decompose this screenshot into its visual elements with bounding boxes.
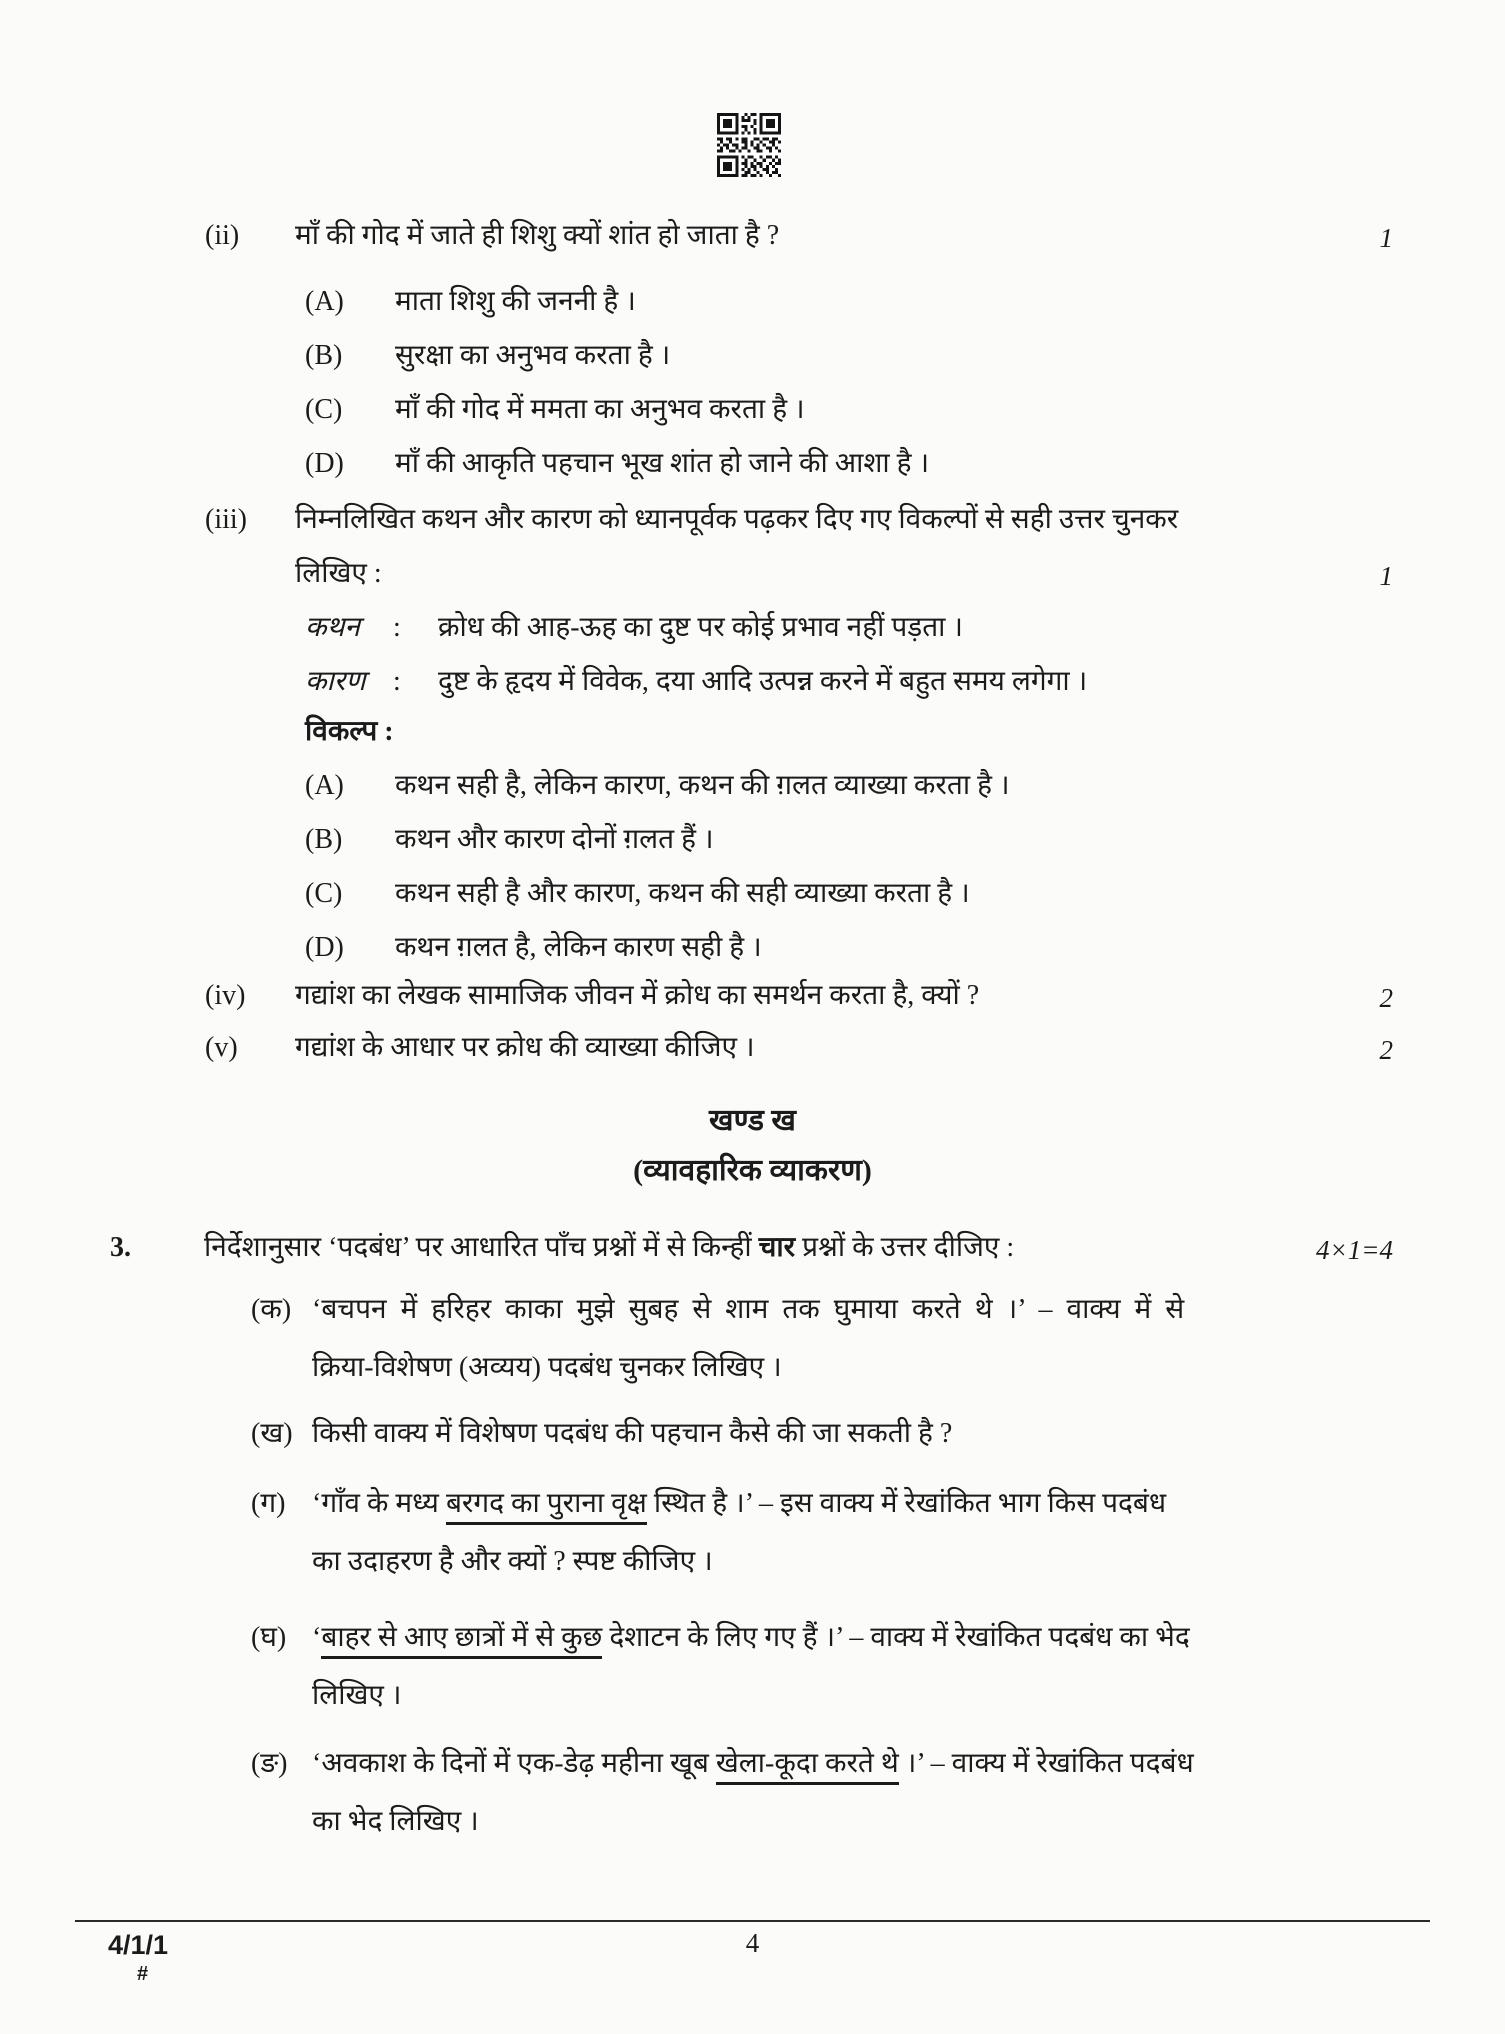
question-ii-body xyxy=(295,216,1405,484)
intro-text: निर्देशानुसार ‘पदबंध’ पर आधारित पाँच प्रश्नों में से किन्हीं xyxy=(204,1232,759,1263)
item-body xyxy=(312,1290,1320,1388)
option-row xyxy=(305,820,1320,860)
question-iv xyxy=(0,976,1505,1016)
option-text: कथन सही है और कारण, कथन की सही व्याख्या करता है । xyxy=(395,878,970,909)
question-3-intro xyxy=(204,1228,1220,1268)
footer-divider xyxy=(75,1920,1430,1922)
option-text: कथन और कारण दोनों ग़लत हैं । xyxy=(395,824,714,855)
item-text-line2: क्रिया-विशेषण (अव्यय) पदबंध चुनकर लिखिए । xyxy=(312,1352,782,1383)
item-body xyxy=(312,1484,1320,1582)
option-label: (D) xyxy=(305,448,344,479)
item-text-line1 xyxy=(312,1484,1320,1524)
item-text-line1: किसी वाक्य में विशेषण पदबंध की पहचान कैसे की जा सकती है ? xyxy=(312,1418,953,1449)
option-label: (A) xyxy=(305,286,344,317)
item-text-line2: का भेद लिखिए । xyxy=(312,1806,479,1837)
item-label: (घ) xyxy=(251,1622,287,1653)
option-text: माता शिशु की जननी है । xyxy=(395,286,636,317)
item-text-line2: लिखिए । xyxy=(312,1680,402,1711)
sentence-part: ।’ – वाक्य में रेखांकित पदबंध xyxy=(898,1748,1194,1779)
option-label: (A) xyxy=(305,770,344,801)
assertion-row xyxy=(295,608,1320,648)
option-row xyxy=(305,390,1320,430)
section-title: खण्ड ख xyxy=(709,1104,796,1137)
reason-text: दुष्ट के हृदय में विवेक, दया आदि उत्पन्न करने में बहुत समय लगेगा । xyxy=(438,666,1088,697)
marks-value: 1 xyxy=(1379,223,1393,253)
item-text-line1: ‘बचपन में हरिहर काका मुझे सुबह से शाम तक घुमाया करते थे ।’ – वाक्य में से xyxy=(312,1294,1185,1325)
item-body xyxy=(312,1744,1320,1842)
option-row xyxy=(305,874,1320,914)
item-text-line2: का उदाहरण है और क्यों ? स्पष्ट कीजिए । xyxy=(312,1546,713,1577)
option-row xyxy=(305,444,1320,484)
question-iv-number: (iv) xyxy=(205,980,246,1011)
options-heading: विकल्प : xyxy=(305,716,394,747)
option-label: (D) xyxy=(305,932,344,963)
sentence-part: ‘अवकाश के दिनों में एक-डेढ़ महीना खूब xyxy=(312,1748,716,1779)
question-ii-text: माँ की गोद में जाते ही शिशु क्यों शांत हो जाता है ? xyxy=(295,220,780,251)
intro-bold-word: चार xyxy=(758,1232,796,1263)
item-label: (ख) xyxy=(251,1418,293,1449)
option-text: माँ की गोद में ममता का अनुभव करता है । xyxy=(395,394,805,425)
option-label: (C) xyxy=(305,878,343,909)
sentence-part: देशाटन के लिए गए हैं ।’ – वाक्य में रेखांकित पदबंध का भेद xyxy=(602,1622,1190,1653)
question-3 xyxy=(0,1228,1505,1268)
question-iv-body xyxy=(295,976,1405,1016)
item-body xyxy=(312,1618,1320,1716)
intro-text: प्रश्नों के उत्तर दीजिए : xyxy=(795,1232,1015,1263)
option-text: माँ की आकृति पहचान भूख शांत हो जाने की आशा है । xyxy=(395,448,930,479)
assertion-text: क्रोध की आह-ऊह का दुष्ट पर कोई प्रभाव नहीं पड़ता । xyxy=(438,612,964,643)
hash-mark: # xyxy=(137,1963,149,1985)
option-label: (B) xyxy=(305,340,343,371)
question-3-body xyxy=(204,1228,1305,1268)
sentence-part: स्थित है ।’ – इस वाक्य में रेखांकित भाग किस पदबंध xyxy=(646,1488,1167,1519)
reason-label: कारण xyxy=(305,666,366,697)
question-v-number: (v) xyxy=(205,1032,238,1063)
item-label: (क) xyxy=(251,1294,292,1325)
question-iii-text-line1: निम्नलिखित कथन और कारण को ध्यानपूर्वक पढ़कर दिए गए विकल्पों से सही उत्तर चुनकर xyxy=(295,504,1179,535)
question-3-item-gha xyxy=(0,1618,1505,1716)
question-3-item-ga xyxy=(0,1484,1505,1582)
marks-value: 2 xyxy=(1379,1035,1393,1065)
option-row xyxy=(305,766,1320,806)
question-iii-text-line2: लिखिए : xyxy=(295,558,382,589)
question-v xyxy=(0,1028,1505,1068)
option-row xyxy=(305,336,1320,376)
option-label: (B) xyxy=(305,824,343,855)
option-text: कथन सही है, लेकिन कारण, कथन की ग़लत व्याख्या करता है । xyxy=(395,770,1010,801)
question-iii xyxy=(0,500,1505,968)
section-subtitle: (व्यावहारिक व्याकरण) xyxy=(633,1154,872,1187)
question-3-item-ka xyxy=(0,1290,1505,1388)
question-iv-text: गद्यांश का लेखक सामाजिक जीवन में क्रोध का समर्थन करता है, क्यों ? xyxy=(295,980,980,1011)
option-row xyxy=(305,282,1320,322)
question-v-body xyxy=(295,1028,1405,1068)
page-number: 4 xyxy=(745,1928,760,1958)
reason-separator: : xyxy=(393,666,401,697)
underlined-phrase: बरगद का पुराना वृक्ष xyxy=(446,1488,647,1525)
option-text: सुरक्षा का अनुभव करता है । xyxy=(395,340,671,371)
item-body xyxy=(312,1414,1320,1454)
option-row xyxy=(305,928,1320,968)
question-ii-number: (ii) xyxy=(205,220,240,251)
underlined-phrase: बाहर से आए छात्रों में से कुछ xyxy=(321,1622,602,1659)
assertion-separator: : xyxy=(393,612,401,643)
marks-value: 2 xyxy=(1379,983,1393,1013)
question-3-item-kha xyxy=(0,1414,1505,1454)
marks-scheme: 4×1=4 xyxy=(1316,1235,1393,1265)
option-text: कथन ग़लत है, लेकिन कारण सही है । xyxy=(395,932,762,963)
reason-row xyxy=(295,662,1320,702)
sentence-part: ‘ xyxy=(312,1622,322,1653)
underlined-phrase: खेला-कूदा करते थे xyxy=(716,1748,899,1785)
question-3-number: 3. xyxy=(110,1232,131,1263)
question-iii-body xyxy=(295,500,1405,968)
item-label: (ग) xyxy=(251,1488,286,1519)
question-ii xyxy=(0,216,1505,484)
marks-value: 1 xyxy=(1379,561,1393,591)
item-text-line1 xyxy=(312,1744,1320,1784)
question-3-item-nga xyxy=(0,1744,1505,1842)
paper-code: 4/1/1 xyxy=(108,1930,169,1960)
question-iii-number: (iii) xyxy=(205,504,247,535)
question-v-text: गद्यांश के आधार पर क्रोध की व्याख्या कीजिए । xyxy=(295,1032,755,1063)
item-text-line1 xyxy=(312,1618,1320,1658)
assertion-label: कथन xyxy=(305,612,360,643)
option-label: (C) xyxy=(305,394,343,425)
sentence-part: ‘गाँव के मध्य xyxy=(312,1488,446,1519)
item-label: (ङ) xyxy=(251,1748,288,1779)
